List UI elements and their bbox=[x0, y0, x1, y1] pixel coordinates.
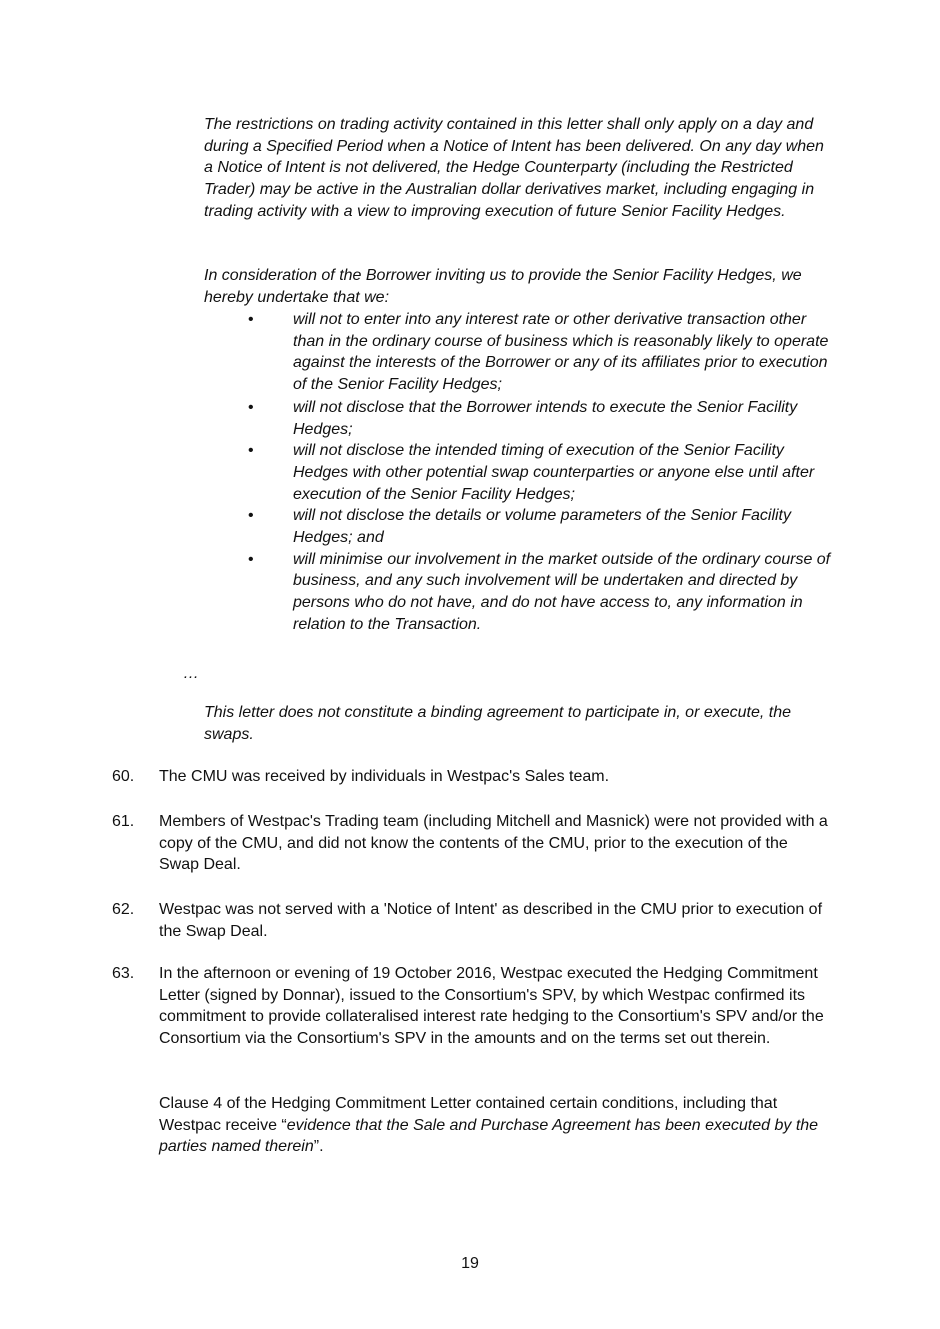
quoted-condition: evidence that the Sale and Purchase Agreement has been executed by the parties named therein bbox=[159, 1116, 819, 1156]
bullet-marker: • bbox=[248, 507, 254, 525]
quote-paragraph-consideration: In consideration of the Borrower inviting us to provide the Senior Facility Hedges, we hereby undertake that we: bbox=[204, 267, 802, 306]
paragraph-61 bbox=[112, 811, 832, 876]
paragraph-number: 63. bbox=[112, 965, 135, 982]
list-item: • will minimise our involvement in the market outside of the ordinary course of business, and any such involvement will be undertaken and directed by persons who do not have, and do not have access to, any information in relation to the Transaction. bbox=[248, 550, 831, 633]
undertakings-list bbox=[204, 309, 834, 636]
paragraph-number: 62. bbox=[112, 901, 135, 918]
bullet-marker: • bbox=[248, 311, 254, 328]
quote-paragraph-not-binding: This letter does not constitute a binding agreement to participate in, or execute, the swaps. bbox=[204, 704, 792, 743]
paragraph-number: 61. bbox=[112, 813, 135, 830]
list-item: • will not to enter into any interest rate or other derivative transaction other than in the ordinary course of business which is reasonably likely to operate against the interests of the Borrower or any of its affiliates prior to execution of the Senior Facility Hedges; bbox=[248, 311, 829, 394]
paragraph-text: In the afternoon or evening of 19 October 2016, Westpac executed the Hedging Commitment Letter (signed by Donnar), issued to the Consortium's SPV, by which Westpac confirmed its commitment to provide collateralised interest rate hedging to the Consortium's SPV and/or the Consortium via the Consortium's SPV in the amounts and on the terms set out therein. bbox=[159, 965, 824, 1048]
list-item: • will not disclose the intended timing of execution of the Senior Facility Hedges with other potential swap counterparties or anyone else until after execution of the Senior Facility Hedges; bbox=[248, 442, 815, 503]
paragraph-60 bbox=[112, 766, 832, 788]
clause-4-paragraph: Clause 4 of the Hedging Commitment Letter contained certain conditions, including that Westpac receive “evidence that the Sale and Purchase Agreement has been executed by the parties named therein”. bbox=[159, 1095, 819, 1156]
omission-ellipsis: … bbox=[183, 665, 199, 682]
paragraph-63 bbox=[112, 963, 832, 1050]
bullet-marker: • bbox=[248, 442, 254, 460]
list-item: • will not disclose the details or volume parameters of the Senior Facility Hedges; and bbox=[248, 507, 791, 547]
list-item: • will not disclose that the Borrower intends to execute the Senior Facility Hedges; bbox=[248, 398, 798, 438]
bullet-marker: • bbox=[248, 550, 254, 568]
paragraph-text: The CMU was received by individuals in Westpac's Sales team. bbox=[159, 768, 610, 785]
paragraph-number: 60. bbox=[112, 768, 135, 785]
page-number: 19 bbox=[461, 1255, 479, 1272]
paragraph-text: Members of Westpac's Trading team (including Mitchell and Masnick) were not provided with a copy of the CMU, and did not know the contents of the CMU, prior to the execution of the Swap Deal. bbox=[159, 813, 828, 874]
quote-paragraph-restrictions: The restrictions on trading activity contained in this letter shall only apply on a day and during a Specified Period when a Notice of Intent has been delivered. On any day when a Notice of Intent is not delivered, the Hedge Counterparty (including the Restricted Trader) may be active in the Australian dollar derivatives market, including engaging in trading activity with a view to improving execution of future Senior Facility Hedges. bbox=[204, 116, 824, 220]
bullet-marker: • bbox=[248, 398, 254, 416]
paragraph-62 bbox=[112, 899, 832, 942]
paragraph-text: Westpac was not served with a 'Notice of Intent' as described in the CMU prior to execution of the Swap Deal. bbox=[159, 901, 823, 940]
